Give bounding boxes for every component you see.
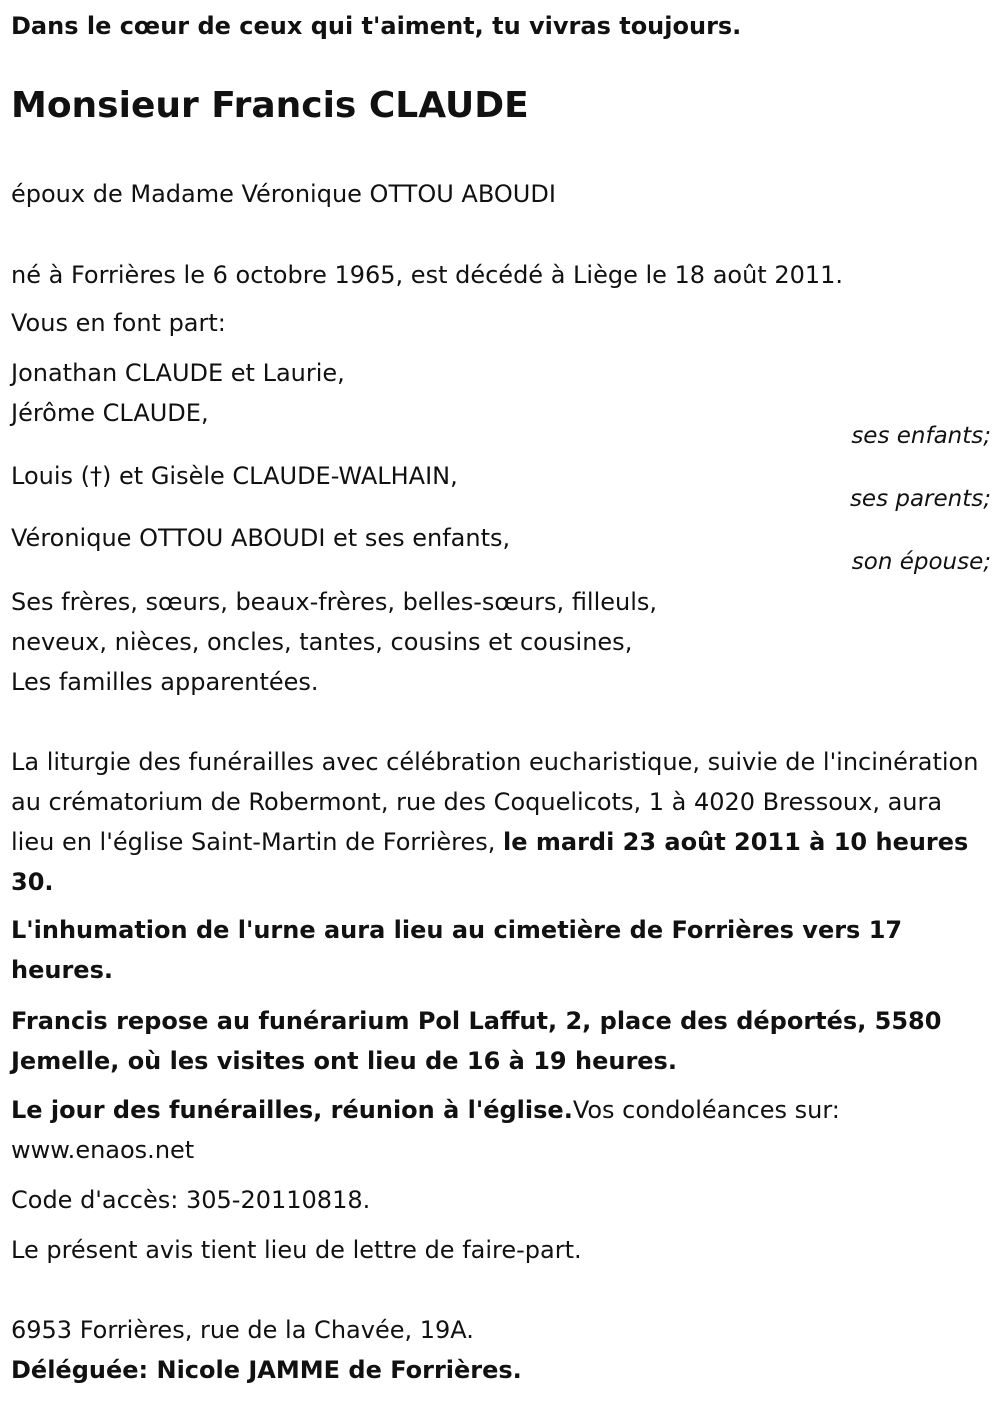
wife-role: son épouse; (851, 549, 991, 575)
delegate-line: Déléguée: Nicole JAMME de Forrières. (11, 1356, 522, 1384)
parents-role: ses parents; (849, 486, 991, 512)
child-line: Jonathan CLAUDE et Laurie, (11, 359, 345, 387)
wife-line: Véronique OTTOU ABOUDI et ses enfants, (11, 524, 511, 552)
spouse-line: époux de Madame Véronique OTTOU ABOUDI (11, 180, 556, 208)
epigraph: Dans le cœur de ceux qui t'aiment, tu vivras toujours. (11, 12, 742, 40)
parents-text: ) et Gisèle CLAUDE-WALHAIN, (102, 462, 458, 490)
access-code: Code d'accès: 305-20110818. (11, 1186, 371, 1214)
liturgy-date: le mardi 23 août 2011 à 10 heures 30. (11, 828, 969, 896)
condolences-bold: Le jour des funérailles, réunion à l'église. (11, 1096, 573, 1124)
cross-icon: † (90, 462, 103, 490)
birth-death-line: né à Forrières le 6 octobre 1965, est décédé à Liège le 18 août 2011. (11, 261, 844, 289)
address-line: 6953 Forrières, rue de la Chavée, 19A. (11, 1316, 474, 1344)
inhumation-paragraph: L'inhumation de l'urne aura lieu au cimetière de Forrières vers 17 heures. (11, 916, 903, 984)
parents-line (11, 456, 458, 496)
child-line: Jérôme CLAUDE, (11, 399, 209, 427)
condolences-paragraph (11, 1090, 991, 1170)
liturgy-paragraph (11, 742, 991, 902)
family-line: Ses frères, sœurs, beaux-frères, belles-sœurs, filleuls, (11, 588, 658, 616)
page-title: Monsieur Francis CLAUDE (11, 85, 529, 126)
children-role: ses enfants; (851, 423, 991, 449)
announce-line: Vous en font part: (11, 309, 226, 337)
family-line: neveux, nièces, oncles, tantes, cousins et cousines, (11, 628, 633, 656)
parents-text: Louis ( (11, 462, 91, 490)
repose-paragraph: Francis repose au funérarium Pol Laffut, 2, place des déportés, 5580 Jemelle, où les visites ont lieu de 16 à 19 heures. (11, 1007, 942, 1075)
family-line: Les familles apparentées. (11, 668, 319, 696)
notice-line: Le présent avis tient lieu de lettre de faire-part. (11, 1236, 582, 1264)
liturgy-text: La liturgie des funérailles avec célébration eucharistique, suivie de l'incinération au crématorium de Robermont, rue des Coquelicots, 1 à 4020 Bressoux, aura lieu en l'église Saint-Martin de Forrières, (11, 748, 979, 856)
condolences-text: Vos condoléances sur: www.enaos.net (11, 1096, 840, 1164)
